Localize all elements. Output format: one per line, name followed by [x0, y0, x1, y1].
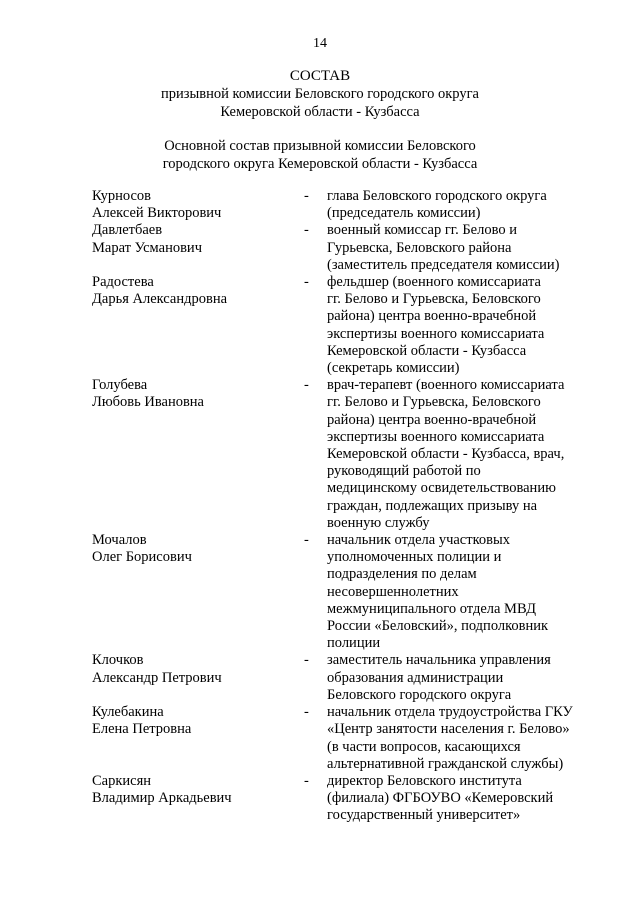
- role-line: Гурьевска, Беловского района: [327, 239, 512, 256]
- role-line: образования администрации: [327, 669, 504, 686]
- role-line: директор Беловского института: [327, 772, 522, 789]
- role-line: руководящий работой по: [327, 463, 481, 480]
- role-line: экспертизы военного комиссариата: [327, 428, 545, 445]
- role-line: Кемеровской области - Кузбасса, врач,: [327, 446, 565, 463]
- member-name: [92, 532, 304, 652]
- member-dash: -: [304, 377, 309, 394]
- document-subtitle: [0, 137, 640, 173]
- member-role: [327, 274, 612, 377]
- member-surname: Мочалов: [92, 532, 147, 549]
- role-line: несовершеннолетних: [327, 583, 459, 600]
- member-name: [92, 704, 304, 773]
- role-line: межмуниципального отдела МВД: [327, 600, 536, 617]
- member-given-name: Дарья Александровна: [92, 291, 228, 308]
- member-dash: -: [304, 704, 309, 721]
- document-title: [0, 67, 640, 121]
- member-given-name: Александр Петрович: [92, 669, 222, 686]
- member-row: [92, 652, 612, 704]
- title-line-3: Кемеровской области - Кузбасса: [220, 104, 420, 120]
- member-name: [92, 274, 304, 377]
- role-line: экспертизы военного комиссариата: [327, 325, 545, 342]
- role-line: глава Беловского городского округа: [327, 188, 547, 204]
- role-line: врач-терапевт (военного комиссариата: [327, 377, 565, 394]
- commission-members-list: [92, 188, 612, 825]
- member-role: [327, 188, 612, 222]
- member-name: [92, 377, 304, 532]
- member-surname: Голубева: [92, 377, 148, 394]
- member-dash: -: [304, 222, 309, 239]
- member-surname: Кулебакина: [92, 704, 164, 721]
- member-name: [92, 222, 304, 274]
- member-name: [92, 188, 304, 222]
- member-role: [327, 704, 612, 773]
- role-line: Беловского городского округа: [327, 686, 512, 703]
- member-given-name: Алексей Викторович: [92, 205, 222, 222]
- member-surname: Давлетбаев: [92, 222, 163, 239]
- page-number: 14: [313, 36, 327, 51]
- member-name: [92, 773, 304, 825]
- role-line: Кемеровской области - Кузбасса: [327, 342, 527, 359]
- role-line: медицинскому освидетельствованию: [327, 480, 556, 497]
- member-role: [327, 773, 612, 825]
- member-surname: Курносов: [92, 188, 151, 204]
- title-line-1: СОСТАВ: [289, 68, 351, 84]
- subtitle-line-2: городского округа Кемеровской области - Кузбасса: [162, 156, 478, 172]
- member-row: [92, 188, 612, 222]
- role-line: граждан, подлежащих призыву на: [327, 497, 538, 514]
- member-role: [327, 222, 612, 274]
- role-line: государственный университет»: [327, 807, 521, 824]
- member-given-name: Олег Борисович: [92, 549, 192, 566]
- member-surname: Клочков: [92, 652, 144, 669]
- role-line: военную службу: [327, 514, 430, 531]
- title-line-2: призывной комиссии Беловского городского округа: [161, 86, 479, 102]
- member-row: [92, 773, 612, 825]
- role-line: заместитель начальника управления: [327, 652, 551, 669]
- role-line: военный комиссар гг. Белово и: [327, 222, 517, 239]
- role-line: уполномоченных полиции и: [327, 549, 502, 566]
- member-dash: -: [304, 188, 309, 204]
- member-dash: -: [304, 532, 309, 549]
- role-line: гг. Белово и Гурьевска, Беловского: [327, 394, 541, 411]
- member-role: [327, 532, 612, 652]
- member-row: [92, 377, 612, 532]
- member-row: [92, 274, 612, 377]
- member-role: [327, 652, 612, 704]
- subtitle-line-1: Основной состав призывной комиссии Беловского: [164, 138, 476, 154]
- member-dash: -: [304, 772, 309, 789]
- role-line: полиции: [327, 635, 381, 652]
- role-line: начальник отдела трудоустройства ГКУ: [327, 704, 573, 721]
- member-surname: Радостева: [92, 274, 154, 291]
- role-line: фельдшер (военного комиссариата: [327, 274, 541, 291]
- member-name: [92, 652, 304, 704]
- member-given-name: Владимир Аркадьевич: [92, 790, 232, 807]
- role-line: начальник отдела участковых: [327, 532, 510, 549]
- role-line: подразделения по делам: [327, 566, 477, 583]
- member-row: [92, 222, 612, 274]
- member-row: [92, 704, 612, 773]
- member-given-name: Марат Усманович: [92, 239, 202, 256]
- role-line: (заместитель председателя комиссии): [327, 256, 560, 273]
- role-line: России «Беловский», подполковник: [327, 618, 549, 635]
- member-given-name: Любовь Ивановна: [92, 394, 204, 411]
- role-line: «Центр занятости населения г. Белово»: [327, 721, 570, 738]
- member-surname: Саркисян: [92, 772, 152, 789]
- member-role: [327, 377, 612, 532]
- role-line: района) центра военно-врачебной: [327, 411, 537, 428]
- member-row: [92, 532, 612, 652]
- member-dash: -: [304, 274, 309, 291]
- role-line: района) центра военно-врачебной: [327, 308, 537, 325]
- role-line: (в части вопросов, касающихся: [327, 738, 521, 755]
- member-dash: -: [304, 652, 309, 669]
- role-line: гг. Белово и Гурьевска, Беловского: [327, 291, 541, 308]
- member-given-name: Елена Петровна: [92, 721, 192, 738]
- role-line: альтернативной гражданской службы): [327, 755, 564, 772]
- role-line: (филиала) ФГБОУВО «Кемеровский: [327, 790, 554, 807]
- role-line: (секретарь комиссии): [327, 360, 460, 377]
- role-line: (председатель комиссии): [327, 205, 481, 222]
